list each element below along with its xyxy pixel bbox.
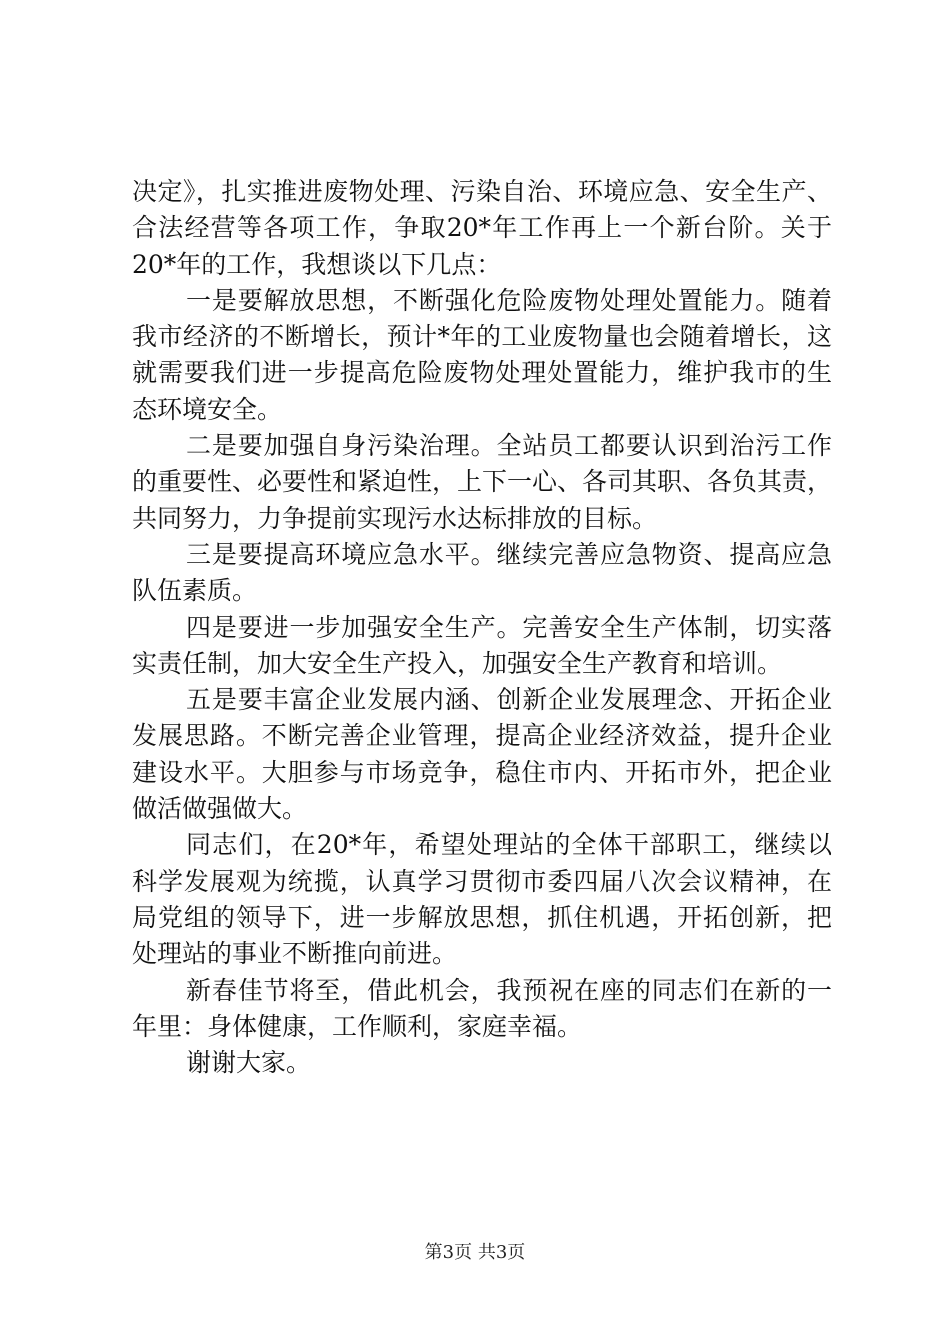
text-line: 20*年的工作，我想谈以下几点： [132,249,502,279]
text-line: 局党组的领导下，进一步解放思想，抓住机遇，开拓创新，把 [132,902,832,932]
text-line: 做活做强做大。 [132,794,308,824]
text-line: 发展思路。不断完善企业管理，提高企业经济效益，提升企业 [132,721,832,751]
text-line: 的重要性、必要性和紧迫性，上下一心、各司其职、各负其责， [132,467,833,497]
text-line: 谢谢大家。 [186,1048,312,1078]
text-line: 决定》，扎实推进废物处理、污染自治、环境应急、安全生产、 [132,177,832,206]
text-line: 就需要我们进一步提高危险废物处理处置能力，维护我市的生 [132,358,832,388]
text-line: 三是要提高环境应急水平。继续完善应急物资、提高应急 [186,539,832,569]
text-line: 五是要丰富企业发展内涵、创新企业发展理念、开拓企业 [186,685,832,715]
text-line: 实责任制，加大安全生产投入，加强安全生产教育和培训。 [132,648,783,678]
document-body [132,174,832,1081]
text-line: 态环境安全。 [132,394,283,424]
text-line: 新春佳节将至，借此机会，我预祝在座的同志们在新的一 [186,975,832,1005]
text-line: 共同努力，力争提前实现污水达标排放的目标。 [132,503,658,533]
text-line: 队伍素质。 [132,576,258,606]
text-line: 合法经营等各项工作，争取20*年工作再上一个新台阶。关于 [132,213,832,243]
text-line: 四是要进一步加强安全生产。完善安全生产体制，切实落 [186,612,832,642]
text-line: 年里：身体健康，工作顺利，家庭幸福。 [132,1011,583,1041]
text-line: 我市经济的不断增长，预计*年的工业废物量也会随着增长，这 [132,322,832,352]
page-footer: 第3页 共3页 [424,1242,526,1263]
text-line: 处理站的事业不断推向前进。 [132,939,458,969]
text-line: 二是要加强自身污染治理。全站员工都要认识到治污工作 [186,431,832,461]
text-line: 科学发展观为统揽，认真学习贯彻市委四届八次会议精神，在 [132,866,832,896]
text-line: 一是要解放思想，不断强化危险废物处理处置能力。随着 [186,285,832,315]
text-line: 同志们，在20*年，希望处理站的全体干部职工，继续以 [186,830,832,860]
text-line: 建设水平。大胆参与市场竞争，稳住市内、开拓市外，把企业 [132,757,832,787]
